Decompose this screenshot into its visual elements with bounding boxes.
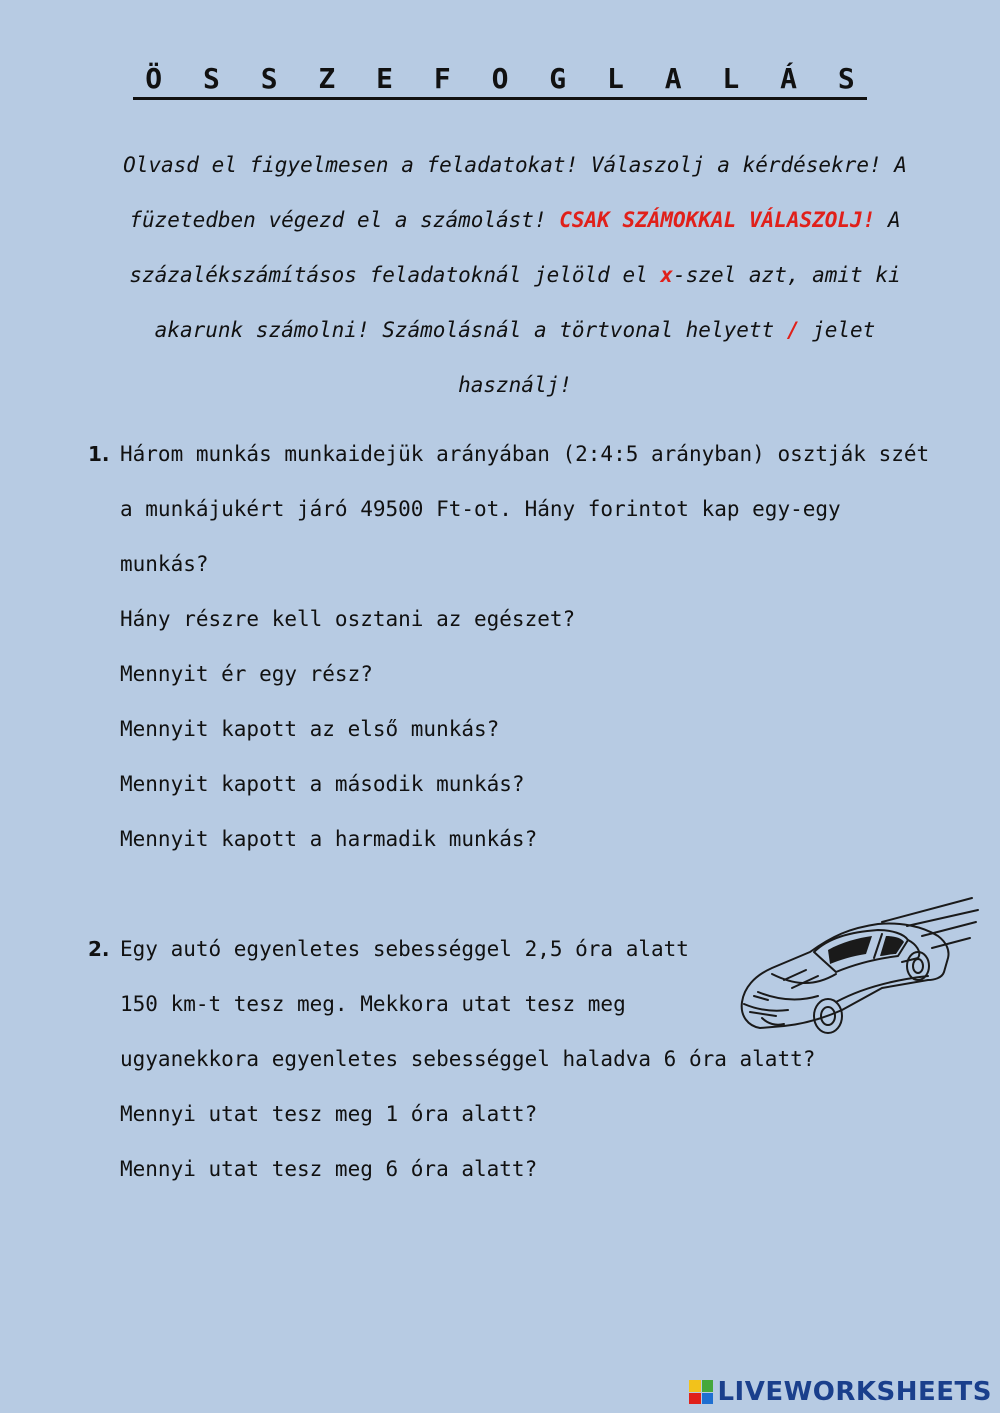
question: Mennyit kapott az első munkás? bbox=[120, 717, 500, 741]
logo-text: LIVEWORKSHEETS bbox=[717, 1377, 992, 1407]
task-2-line: 2. Egy autó egyenletes sebességgel 2,5 óra alatt bbox=[88, 922, 938, 977]
question: Mennyi utat tesz meg 1 óra alatt? bbox=[120, 1102, 538, 1126]
task-2-line: 150 km-t tesz meg. Mekkora utat tesz meg bbox=[120, 992, 626, 1016]
task-number: 1. bbox=[88, 442, 110, 466]
question: Mennyit kapott a második munkás? bbox=[120, 772, 525, 796]
race-car-illustration bbox=[732, 892, 982, 1042]
question: Hány részre kell osztani az egészet? bbox=[120, 607, 576, 631]
task-2-line: ugyanekkora egyenletes sebességgel haladva 6 óra alatt? bbox=[120, 1047, 816, 1071]
question: Mennyi utat tesz meg 6 óra alatt? bbox=[120, 1157, 538, 1181]
task-1-statement bbox=[88, 427, 938, 592]
emphasis-x-mark: x bbox=[660, 263, 674, 287]
page-title: Ö S S Z E F O G L A L Á S bbox=[0, 62, 1000, 95]
instructions: Olvasd el figyelmesen a feladatokat! Válaszolj a kérdésekre! A füzetedben végezd el a számolást! CSAK SZÁMOKKAL VÁLASZOLJ! A százalékszámításos feladatoknál jelöld el x-szel azt, amit ki akarunk számolni! Számolásnál a törtvonal helyett / jelet használj! bbox=[123, 153, 907, 397]
emphasis-numbers-only: CSAK SZÁMOKKAL VÁLASZOLJ! bbox=[559, 208, 876, 232]
liveworksheets-logo[interactable] bbox=[689, 1377, 992, 1407]
emphasis-slash: / bbox=[786, 318, 800, 342]
task-1 bbox=[88, 427, 938, 867]
question: Mennyit ér egy rész? bbox=[120, 662, 373, 686]
question: Mennyit kapott a harmadik munkás? bbox=[120, 827, 538, 851]
task-1-text: Három munkás munkaidejük arányában (2:4:5 arányban) osztják szét a munkájukért járó 49500 Ft-ot. Hány forintot kap egy-egy munkás? bbox=[120, 442, 930, 576]
task-number: 2. bbox=[88, 937, 110, 961]
liveworksheets-cube-icon bbox=[689, 1380, 713, 1404]
